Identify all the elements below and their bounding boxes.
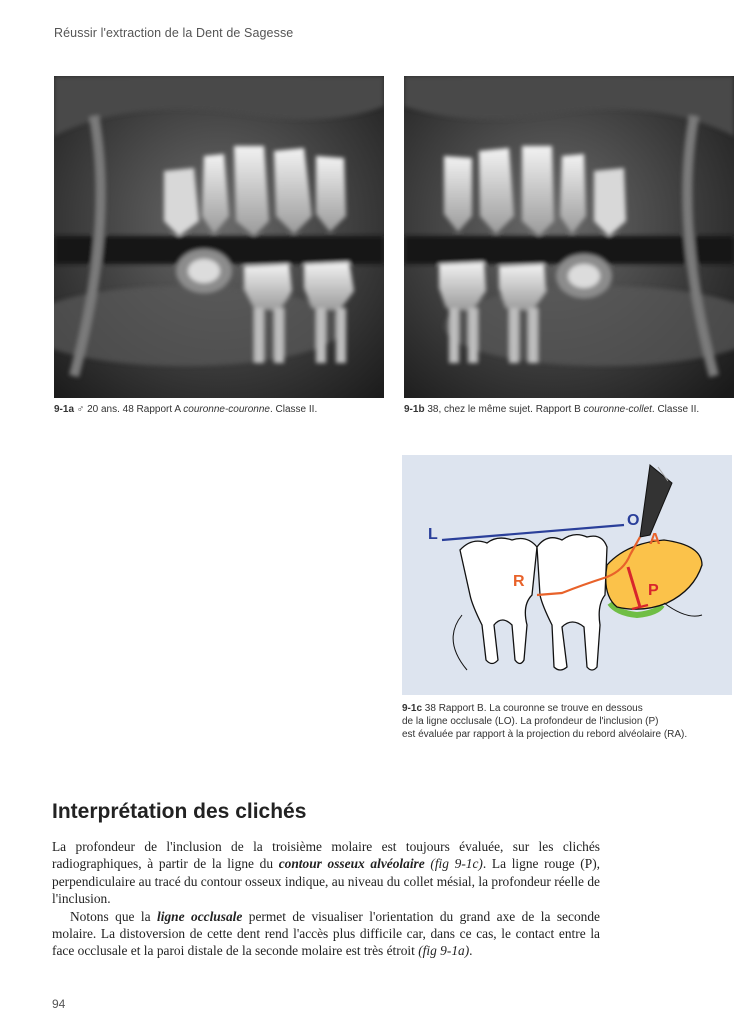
para1-emphasis: contour osseux alvéolaire [278, 856, 425, 872]
label-o: O [627, 512, 640, 529]
caption-italic: couronne-collet [583, 404, 652, 415]
caption-line-2: de la ligne occlusale (LO). La profondeur de l'inclusion (P) [402, 716, 659, 727]
label-l: L [428, 526, 438, 543]
male-symbol: ♂ [76, 404, 85, 415]
xray-image-9-1a [54, 76, 384, 398]
para1-figure-ref: (fig 9-1c) [424, 856, 483, 872]
para2-emphasis: ligne occlusale [157, 908, 243, 924]
second-molar [460, 538, 537, 663]
figure-number: 9-1b [404, 404, 425, 415]
para2-text-mid: permet de visualiser l'orientation du grand axe de la seconde molaire. La distoversion de cette dent rend l'accès plus difficile car, dans ce cas, le contact entre la face occlusale et la paroi distale de la seconde molaire est très étroit [52, 908, 600, 959]
caption-text: 20 ans. 48 Rapport A [84, 404, 184, 415]
caption-line-1: 38 Rapport B. La couronne se trouve en dessous [422, 703, 643, 714]
para2-figure-ref: (fig 9-1a) [418, 943, 470, 959]
page-number: 94 [52, 997, 66, 1011]
caption-text: 38, chez le même sujet. Rapport B [424, 404, 584, 415]
para1-text: La profondeur de l'inclusion de la troisième molaire est toujours évaluée, sur les clichés radiographiques, à partir de la ligne du [52, 839, 600, 872]
caption-italic: couronne-couronne [183, 404, 270, 415]
paragraph-2 [52, 908, 600, 960]
diagram-9-1c [402, 455, 732, 695]
section-title: Interprétation des clichés [52, 800, 307, 823]
running-title: Réussir l'extraction de la Dent de Sagesse [54, 26, 294, 40]
first-molar [537, 535, 607, 670]
figure-number: 9-1a [54, 404, 75, 415]
paragraph-1 [52, 838, 600, 908]
caption-9-1a [54, 404, 317, 415]
caption-text-end: . Classe II. [270, 404, 318, 415]
caption-text-end: . Classe II. [651, 404, 700, 415]
xray-image-9-1b [404, 76, 734, 398]
caption-9-1b [404, 404, 699, 415]
figure-number: 9-1c [402, 703, 423, 714]
label-a: A [649, 531, 661, 548]
para1-text-end: . La ligne rouge (P), perpendiculaire au tracé du contour osseux indique, au niveau du collet mésial, la profondeur réelle de l'inclusion. [52, 856, 601, 907]
caption-line-3: est évaluée par rapport à la projection du rebord alvéolaire (RA). [402, 729, 688, 740]
para2-text: Notons que la [70, 908, 158, 924]
label-p: P [648, 582, 659, 599]
body-text [52, 838, 600, 960]
caption-9-1c [402, 702, 722, 741]
label-r: R [513, 573, 525, 590]
para2-text-end: . [469, 943, 473, 959]
instrument-tip [640, 465, 672, 537]
